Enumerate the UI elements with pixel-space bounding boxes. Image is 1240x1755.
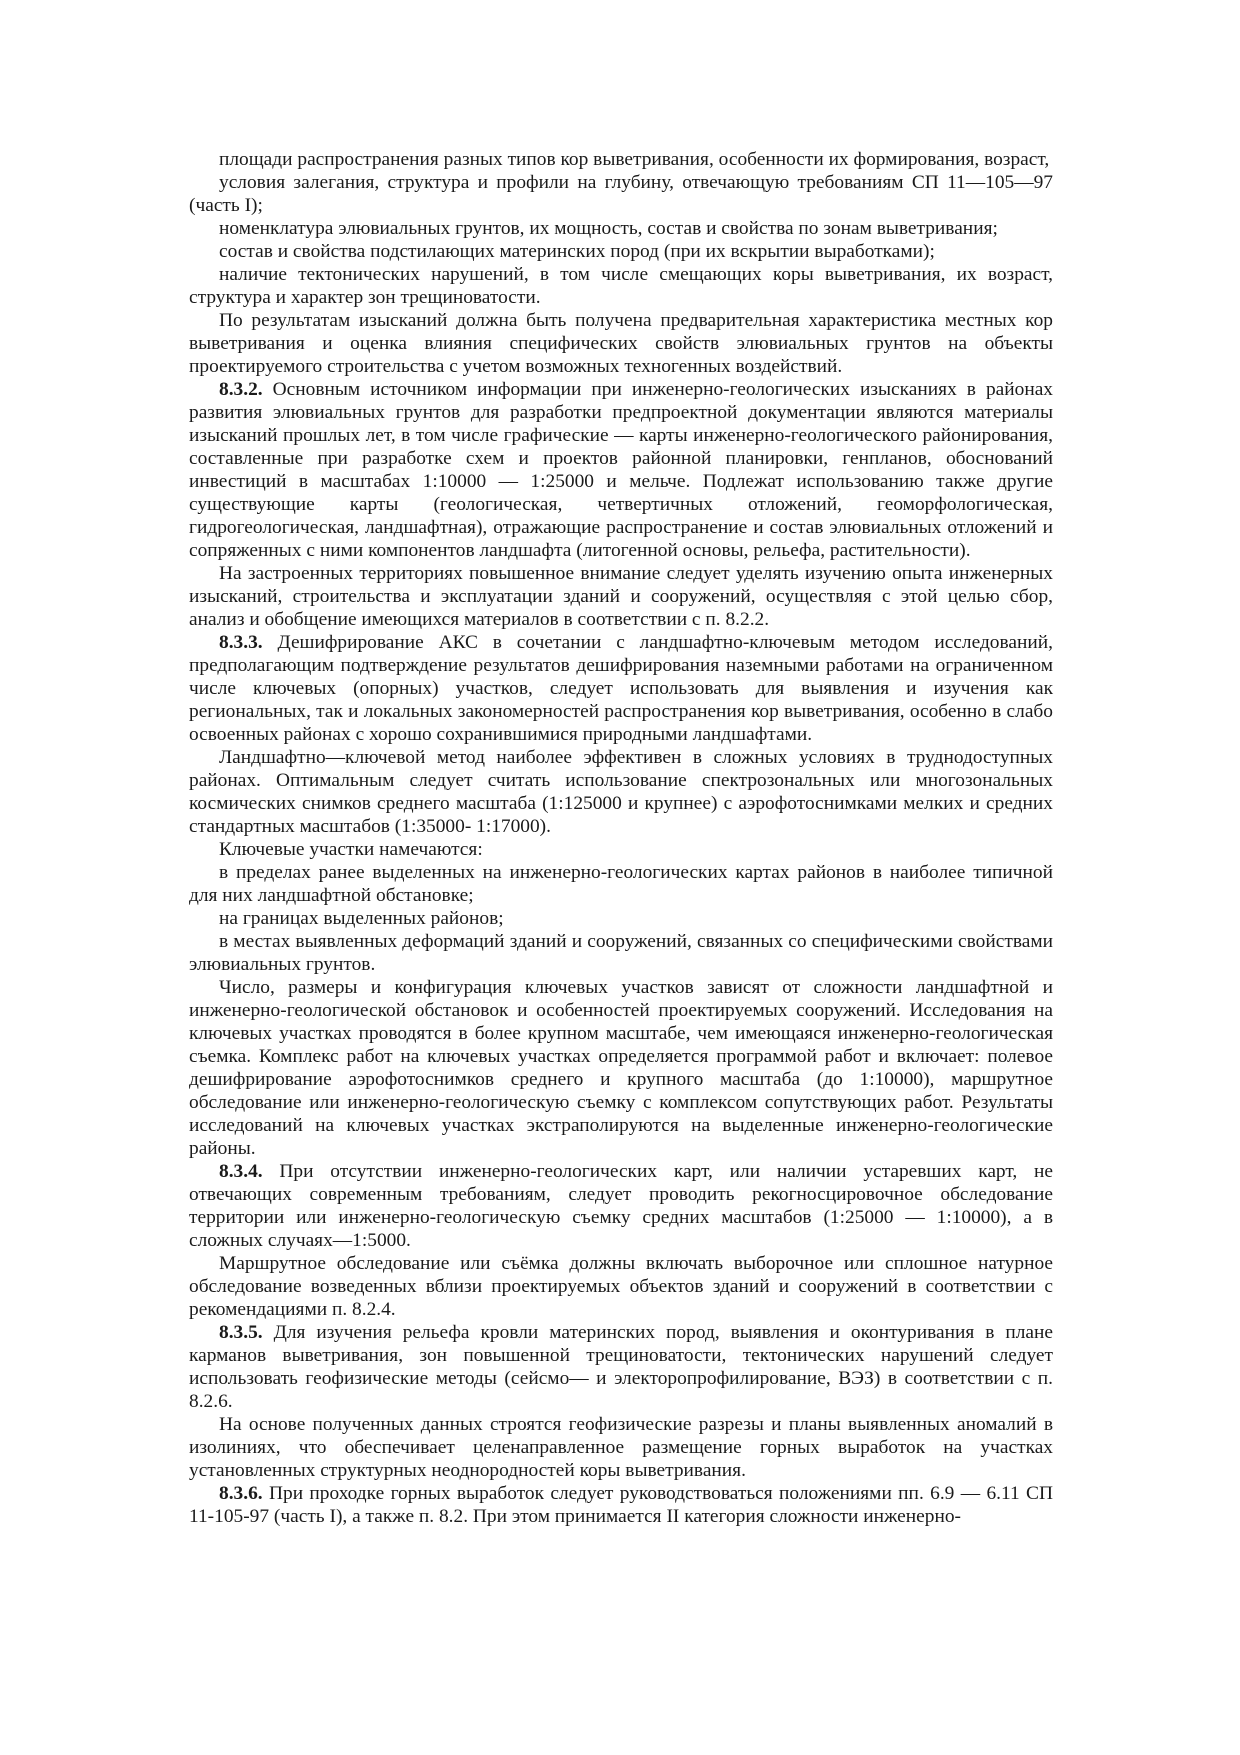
paragraph-15	[189, 976, 1053, 1160]
paragraph-14	[189, 930, 1053, 976]
paragraph-text: на границах выделенных районов;	[219, 908, 504, 929]
paragraph-text: условия залегания, структура и профили на глубину, отвечающую требованиям СП 11—105—97 (часть I);	[189, 172, 1053, 216]
section-number: 8.3.6.	[219, 1483, 263, 1504]
paragraph-text: в пределах ранее выделенных на инженерно-геологических картах районов в наиболее типичной для них ландшафтной обстановке;	[189, 862, 1053, 906]
paragraph-text: Для изучения рельефа кровли материнских пород, выявления и оконтуривания в плане карманов выветривания, зон повышенной трещиноватости, тектонических нарушений следует использовать геофизические методы (сейсмо— и электоропрофилирование, ВЭЗ) в соответствии с п. 8.2.6.	[189, 1322, 1053, 1412]
paragraph-8-3-3	[189, 631, 1053, 746]
paragraph-12	[189, 861, 1053, 907]
paragraph-4	[189, 240, 1053, 263]
paragraph-17	[189, 1252, 1053, 1321]
paragraph-8-3-4	[189, 1160, 1053, 1252]
paragraph-text: При отсутствии инженерно-геологических карт, или наличии устаревших карт, не отвечающих современным требованиям, следует проводить рекогносцировочное обследование территории или инженерно-геологическую съемку средних масштабов (1:25000 — 1:10000), а в сложных случаях—1:5000.	[189, 1161, 1053, 1251]
section-number: 8.3.3.	[219, 632, 263, 653]
paragraph-text: в местах выявленных деформаций зданий и сооружений, связанных со специфическими свойствами элювиальных грунтов.	[189, 931, 1053, 975]
paragraph-10	[189, 746, 1053, 838]
section-number: 8.3.4.	[219, 1161, 263, 1182]
paragraph-8-3-2	[189, 378, 1053, 562]
paragraph-text: наличие тектонических нарушений, в том числе смещающих коры выветривания, их возраст, структура и характер зон трещиноватости.	[189, 264, 1053, 308]
paragraph-text: Основным источником информации при инженерно-геологических изысканиях в районах развития элювиальных грунтов для разработки предпроектной документации являются материалы изысканий прошлых лет, в том числе графические — карты инженерно-геологического районирования, составленные при разработке схем и проектов районной планировки, генпланов, обоснований инвестиций в масштабах 1:10000 — 1:25000 и мельче. Подлежат использованию также другие существующие карты (геологическая, четвертичных отложений, геоморфологическая, гидрогеологическая, ландшафтная), отражающие распространение и состав элювиальных отложений и сопряженных с ними компонентов ландшафта (литогенной основы, рельефа, растительности).	[189, 379, 1053, 561]
paragraph-19	[189, 1413, 1053, 1482]
paragraph-text: площади распространения разных типов кор выветривания, особенности их формирования, возраст,	[219, 149, 1050, 170]
paragraph-8-3-5	[189, 1321, 1053, 1413]
paragraph-6	[189, 309, 1053, 378]
paragraph-3	[189, 217, 1053, 240]
paragraph-11	[189, 838, 1053, 861]
paragraph-text: состав и свойства подстилающих материнских пород (при их вскрытии выработками);	[219, 241, 935, 262]
paragraph-13	[189, 907, 1053, 930]
paragraph-text: Число, размеры и конфигурация ключевых участков зависят от сложности ландшафтной и инженерно-геологической обстановок и особенностей проектируемых сооружений. Исследования на ключевых участках проводятся в более крупном масштабе, чем имеющаяся инженерно-геологическая съемка. Комплекс работ на ключевых участках определяется программой работ и включает: полевое дешифрирование аэрофотоснимков среднего и крупного масштаба (до 1:10000), маршрутное обследование или инженерно-геологическую съемку с комплексом сопутствующих работ. Результаты исследований на ключевых участках экстраполируются на выделенные инженерно-геологические районы.	[189, 977, 1053, 1159]
paragraph-text: По результатам изысканий должна быть получена предварительная характеристика местных кор выветривания и оценка влияния специфических свойств элювиальных грунтов на объекты проектируемого строительства с учетом возможных техногенных воздействий.	[189, 310, 1053, 377]
paragraph-8	[189, 562, 1053, 631]
paragraph-8-3-6	[189, 1482, 1053, 1528]
paragraph-text: На застроенных территориях повышенное внимание следует уделять изучению опыта инженерных изысканий, строительства и эксплуатации зданий и сооружений, осуществляя с этой целью сбор, анализ и обобщение имеющихся материалов в соответствии с п. 8.2.2.	[189, 563, 1053, 630]
paragraph-2	[189, 171, 1053, 217]
paragraph-text: Маршрутное обследование или съёмка должны включать выборочное или сплошное натурное обследование возведенных вблизи проектируемых объектов зданий и сооружений в соответствии с рекомендациями п. 8.2.4.	[189, 1253, 1053, 1320]
paragraph-text: номенклатура элювиальных грунтов, их мощность, состав и свойства по зонам выветривания;	[219, 218, 998, 239]
paragraph-text: При проходке горных выработок следует руководствоваться положениями пп. 6.9 — 6.11 СП 11-105-97 (часть I), а также п. 8.2. При этом принимается II категория сложности инженерно-	[189, 1483, 1053, 1527]
paragraph-text: Ландшафтно—ключевой метод наиболее эффективен в сложных условиях в труднодоступных районах. Оптимальным следует считать использование спектрозональных или многозональных космических снимков среднего масштаба (1:125000 и крупнее) с аэрофотоснимками мелких и средних стандартных масштабов (1:35000- 1:17000).	[189, 747, 1053, 837]
section-number: 8.3.2.	[219, 379, 263, 400]
document-page	[189, 148, 1053, 1528]
paragraph-text: Дешифрирование АКС в сочетании с ландшафтно-ключевым методом исследований, предполагающим подтверждение результатов дешифрирования наземными работами на ограниченном числе ключевых (опорных) участков, следует использовать для выявления и изучения как региональных, так и локальных закономерностей распространения кор выветривания, особенно в слабо освоенных районах с хорошо сохранившимися природными ландшафтами.	[189, 632, 1053, 745]
paragraph-1	[189, 148, 1053, 171]
section-number: 8.3.5.	[219, 1322, 263, 1343]
paragraph-text: На основе полученных данных строятся геофизические разрезы и планы выявленных аномалий в изолиниях, что обеспечивает целенаправленное размещение горных выработок на участках установленных структурных неоднородностей коры выветривания.	[189, 1414, 1053, 1481]
paragraph-5	[189, 263, 1053, 309]
paragraph-text: Ключевые участки намечаются:	[219, 839, 483, 860]
